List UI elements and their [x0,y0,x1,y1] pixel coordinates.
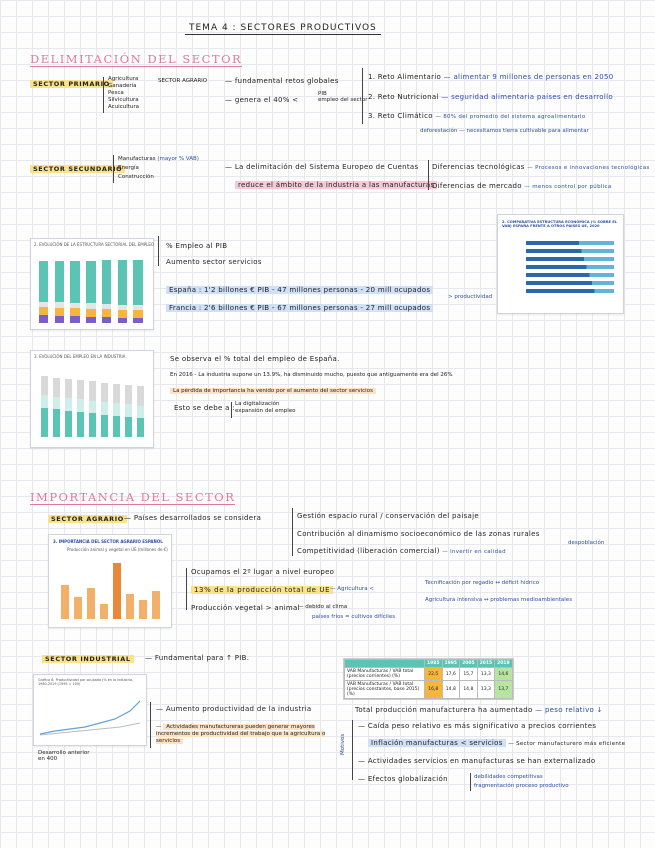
reto-nutricional: 2. Reto Nutricional — seguridad alimentaria países en desarrollo [368,93,613,101]
point-contribucion: Contribución al dinamismo socioeconómico de las zonas rurales [297,530,540,538]
bar-segment [53,409,60,437]
bar-segment [86,309,95,317]
bar-segment [77,399,84,412]
sector-industrial-label: SECTOR INDUSTRIAL [42,655,134,663]
bar-segment [65,411,72,437]
chart-productividad-industria: Gráfico 6. Productividad por ocupado (% en la industria, 1980-2019 (1995 = 100) [33,674,147,746]
bar-segment [86,261,95,304]
hbar [526,249,614,253]
bar-segment [39,261,48,302]
bar-segment [53,397,60,410]
empleo-notes: % Empleo al PIB Aumento sector servicios [166,242,262,266]
point-competitividad: Competitividad (liberación comercial) — invertir en calidad [297,547,506,555]
bar-segment [41,408,48,437]
bar-segment [41,376,48,395]
table-header-row [345,660,513,668]
bar-segment [137,406,144,419]
bar-segment [65,379,72,398]
table-header-cell [345,660,425,668]
desarrollo-anterior: Desarrollo anterior en 400 [38,750,90,762]
table-cell: VAB Manufacturas / VAB total (precios constantes, base 2015) (%) [345,681,425,699]
industria-line1: Se observa el % total del empleo de España. [170,355,340,363]
brace [231,402,232,418]
chart-empleo-industria: 3. EVOLUCIÓN DEL EMPLEO EN LA INDUSTRIA [30,350,154,448]
bar-segment [133,310,142,318]
brace [158,236,159,266]
line-industria [40,701,140,734]
section-heading-importancia: IMPORTANCIA DEL SECTOR [30,490,236,504]
bar [139,600,147,619]
hbar [526,289,614,293]
inflacion: Inflación manufacturas < servicios — Sector manufacturero más eficiente [368,739,625,747]
item-pesca: Pesca [108,90,124,96]
table-cell: 14,6 [495,668,513,681]
productividad: > productividad [448,294,493,300]
agricultura: — Agricultura < [330,586,374,592]
chart-estructura-empleo: 2. EVOLUCIÓN DE LA ESTRUCTURA SECTORIAL DEL EMPLEO [30,238,154,330]
bar-segment [102,260,111,304]
bar-segment [55,261,64,303]
genera-pib: — genera el 40% < [225,96,299,104]
paises-frios: países fríos = cultivos difíciles [312,614,396,620]
motivos: Motivos [340,733,346,755]
bar-segment [118,305,127,310]
actividades-servicios: — Actividades servicios en manufacturas se han externalizado [358,757,596,765]
primario-items [108,76,139,111]
section-heading-delimitacion: DELIMITACIÓN DEL SECTOR [30,52,243,66]
bar [126,594,134,619]
bar-segment [133,305,142,310]
brace [352,720,353,780]
sector-primario-label: SECTOR PRIMARIO [30,80,113,88]
sector-agrario-label: SECTOR AGRARIO [48,515,127,523]
bar-segment [86,317,95,323]
bar-segment [65,398,72,411]
brace [470,773,471,791]
bar-segment [39,315,48,323]
chart-importancia-agrario: 3. IMPORTANCIA DEL SECTOR AGRARIO ESPAÑOL Producción animal y vegetal en UE (millones de €) [48,534,172,628]
bar-segment [55,316,64,323]
table-row [345,681,513,699]
brace-retos [362,68,363,124]
bar-segment [55,302,64,307]
table-header-cell: 2019 [495,660,513,668]
bar-segment [101,383,108,402]
table-cell: 17,6 [442,668,460,681]
caida-peso: — Caída peso relativo es más significativo a precios corrientes [358,722,597,730]
item-acuicultura: Acuicultura [108,104,140,110]
hbar [526,241,614,245]
sector-agrario-sub: SECTOR AGRARIO [158,78,208,84]
bar-segment [101,402,108,415]
total-produccion: Total producción manufacturera ha aumentado — peso relativo ↓ [355,706,603,714]
bar-segment [137,418,144,437]
bar-segment [70,308,79,316]
sector-secundario-label: SECTOR SECUNDARIO [30,165,125,173]
bar-segment [113,403,120,416]
vab-table [343,658,514,700]
bar-segment [101,415,108,437]
brace [186,568,187,610]
deforestacion: deforestación — necesitamos tierra cultivable para alimentar [420,128,589,134]
bar [113,563,121,619]
table-header-cell: 1985 [425,660,443,668]
pib-empleo: PIB empleo del sector [318,91,368,103]
causas: La digitalización expansión del empleo [235,401,296,414]
hbar [526,273,614,277]
bar-segment [125,404,132,417]
bar-segment [70,303,79,308]
item-agricultura: Agricultura [108,76,139,82]
brace [150,702,151,748]
table-cell: 14,8 [442,681,460,699]
bar [100,604,108,620]
bar-segment [125,385,132,404]
productividad-line-chart [40,689,140,739]
ocupamos: Ocupamos el 2º lugar a nivel europeo [191,568,335,576]
bar [61,585,69,619]
agricultura-intensiva: Agricultura intensiva ↔ problemas medioambientales [425,597,573,603]
hbar [526,257,614,261]
bar-segment [102,317,111,323]
bar-segment [55,308,64,316]
bar-segment [86,303,95,308]
table-cell: 14,8 [460,681,478,699]
table-header-cell: 1995 [442,660,460,668]
brace [292,508,293,556]
fundamental-pib: — Fundamental para ↑ PIB. [145,654,250,662]
trece-por-ciento: 13% de la producción total de UE [191,586,333,594]
vegetal-animal: Producción vegetal > animal [191,604,300,612]
despoblacion: despoblación [568,540,605,546]
reto-climatico: 3. Reto Climático — 80% del promedio del sistema agroalimentario [368,112,586,120]
bar-segment [118,318,127,323]
bar-segment [118,260,127,304]
secundario-items: Manufacturas (mayor % VAB) Energía Construcción [118,156,199,180]
brace [428,160,429,190]
bar-segment [77,380,84,399]
aumento-productividad: — Aumento productividad de la industria [156,705,312,713]
table-cell: 22,5 [425,668,443,681]
bar-segment [113,416,120,437]
item-ganaderia: Ganadería [108,83,137,89]
bar-segment [39,307,48,315]
efectos-globalizacion: — Efectos globalización [358,775,448,783]
bar-segment [125,417,132,437]
chart-comparativa-vab: 2. COMPARATIVA ESTRUCTURA ECONÓMICA (% SOBRE EL VAB) ESPAÑA FRENTE A OTROS PAÍSES UE, 2020 [497,214,624,314]
reduce-ambito: reduce el ámbito de la industria a las manufacturas [235,181,437,189]
table-header-cell: 2005 [460,660,478,668]
delimitacion-sec: — La delimitación del Sistema Europeo de Cuentas [225,163,419,171]
actividades-manufactureras: — Actividades manufactureras pueden generar mayores incrementos de productividad del trabajo que la agricultura o servicios [156,724,326,744]
table-row [345,668,513,681]
industria-line3: La pérdida de importancia ha venido por el aumento del sector servicios [170,388,376,394]
line-total [40,723,140,735]
bar-segment [89,381,96,400]
table-cell: 15,7 [460,668,478,681]
table-cell: 13,7 [495,681,513,699]
bar [87,588,95,619]
bar [74,597,82,619]
bar-segment [77,412,84,437]
brace [113,155,114,183]
bar-segment [41,395,48,408]
bar-segment [102,304,111,309]
diferencias-tecnologicas: Diferencias tecnológicas — Procesos e innovaciones tecnológicas [432,163,650,171]
bar-segment [89,401,96,414]
bar-segment [133,318,142,323]
tecnificacion: Tecnificación por regadío ↔ déficit hídrico [425,580,540,586]
bar-segment [70,316,79,323]
hbar [526,265,614,269]
table-cell: 13,3 [477,681,495,699]
bar-segment [70,261,79,303]
brace [103,77,104,113]
table-cell: 13,3 [477,668,495,681]
bar-segment [118,310,127,318]
page-title: TEMA 4 : SECTORES PRODUCTIVOS [185,22,381,35]
bar-segment [137,386,144,405]
debilidades: debilidades competitivas fragmentación proceso productivo [474,774,569,789]
francia-line: Francia : 2'6 billones € PIB - 67 millones personas - 27 mill ocupados [166,304,433,312]
fundamental-retos: — fundamental retos globales [225,77,339,85]
diferencias-mercado: Diferencias de mercado — menos control por pública [432,182,612,190]
bar-segment [89,413,96,437]
bar [152,591,160,619]
bar-segment [53,378,60,397]
espana-line: España : 1'2 billones € PIB - 47 millones personas - 20 mill ocupados [166,286,433,294]
bar-segment [39,302,48,307]
hbar [526,281,614,285]
item-silvicultura: Silvicultura [108,97,139,103]
reto-alimentario: 1. Reto Alimentario — alimentar 9 millones de personas en 2050 [368,73,614,81]
point-gestion: Gestión espacio rural / conservación del paisaje [297,512,479,520]
bar-segment [113,384,120,403]
industria-line2: En 2016 - La industria supone un 13.9%, ha disminuido mucho, puesto que antiguamente era del 26% [170,372,453,378]
debido-clima: — debido al clima [298,604,348,610]
table-header-cell: 2015 [477,660,495,668]
bar-segment [102,309,111,317]
agrario-intro: — Países desarrollados se considera [124,514,262,522]
bar-segment [133,260,142,305]
table-cell: VAB Manufacturas / VAB total (precios corrientes) (%) [345,668,425,681]
table-cell: 16,8 [425,681,443,699]
esto-se-debe: Esto se debe a : [174,404,235,412]
